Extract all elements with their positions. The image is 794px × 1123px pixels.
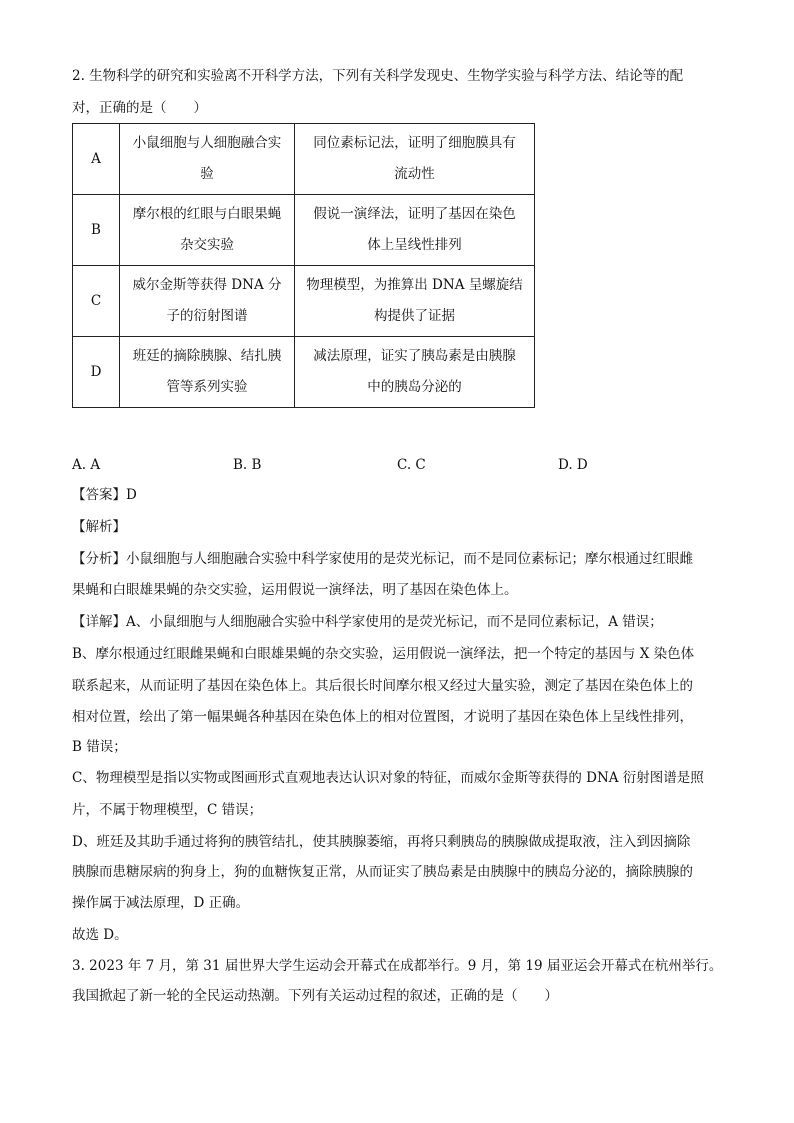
q2-stem-line2: 对，正确的是（ ） bbox=[72, 100, 207, 116]
q2-choices bbox=[72, 455, 732, 475]
detail-line: 联系起来，从而证明了基因在染色体上。其后很长时间摩尔根又经过大量实验，测定了基因在染色体上的 bbox=[72, 678, 693, 694]
choice-d: D. D bbox=[558, 457, 588, 473]
detail-line: B 错误； bbox=[72, 739, 127, 755]
detail-line: D、班廷及其助手通过将狗的胰管结扎，使其胰腺萎缩，再将只剩胰岛的胰腺做成提取液，注入到因摘除 bbox=[72, 834, 691, 850]
row-letter: C bbox=[73, 266, 120, 337]
row-experiment: 摩尔根的红眼与白眼果蝇 杂交实验 bbox=[120, 195, 295, 266]
detail-line: 片，不属于物理模型，C 错误； bbox=[72, 802, 263, 818]
detail-line: 相对位置，绘出了第一幅果蝇各种基因在染色体上的相对位置图，才说明了基因在染色体上呈线性排列， bbox=[72, 709, 693, 725]
choice-a: A. A bbox=[72, 457, 101, 473]
row-conclusion: 假说一演绎法，证明了基因在染色 体上呈线性排列 bbox=[295, 195, 535, 266]
detail-line: 胰腺而患糖尿病的狗身上，狗的血糖恢复正常，从而证实了胰岛素是由胰腺中的胰岛分泌的，摘除胰腺的 bbox=[72, 864, 693, 880]
row-letter: D bbox=[73, 337, 120, 408]
answer-line: 【答案】D bbox=[72, 487, 137, 503]
fenxi-line2: 果蝇和白眼雄果蝇的杂交实验，运用假说一演绎法，明了基因在染色体上。 bbox=[72, 582, 518, 598]
row-letter: B bbox=[73, 195, 120, 266]
detail-line: 操作属于减法原理，D 正确。 bbox=[72, 895, 250, 911]
table-row bbox=[73, 266, 535, 337]
fenxi-line1: 【分析】小鼠细胞与人细胞融合实验中科学家使用的是荧光标记，而不是同位素标记；摩尔根通过红眼雌 bbox=[72, 551, 693, 567]
detail-line: 【详解】A、小鼠细胞与人细胞融合实验中科学家使用的是荧光标记，而不是同位素标记，A 错误； bbox=[72, 614, 663, 630]
table-row bbox=[73, 195, 535, 266]
table-row bbox=[73, 124, 535, 195]
choice-b: B. B bbox=[233, 457, 262, 473]
detail-line: B、摩尔根通过红眼雌果蝇和白眼雄果蝇的杂交实验，运用假说一演绎法，把一个特定的基因与 X 染色体 bbox=[72, 646, 695, 662]
analysis-heading: 【解析】 bbox=[72, 519, 126, 535]
table-row bbox=[73, 337, 535, 408]
row-letter: A bbox=[73, 124, 120, 195]
q3-stem-line1: 3. 2023 年 7 月，第 31 届世界大学生运动会开幕式在成都举行。9 月，第 19 届亚运会开幕式在杭州举行。 bbox=[72, 958, 723, 974]
row-experiment: 威尔金斯等获得 DNA 分 子的衍射图谱 bbox=[120, 266, 295, 337]
row-experiment: 班廷的摘除胰腺、结扎胰 管等系列实验 bbox=[120, 337, 295, 408]
row-experiment: 小鼠细胞与人细胞融合实 验 bbox=[120, 124, 295, 195]
detail-line: C、物理模型是指以实物或图画形式直观地表达认识对象的特征，而威尔金斯等获得的 DNA 衍射图谱是照 bbox=[72, 770, 704, 786]
detail-line: 故选 D。 bbox=[72, 927, 128, 943]
q3-stem-line2: 我国掀起了新一轮的全民运动热潮。下列有关运动过程的叙述，正确的是（ ） bbox=[72, 988, 558, 1004]
q2-stem-line1: 2. 生物科学的研究和实验离不开科学方法，下列有关科学发现史、生物学实验与科学方法、结论等的配 bbox=[72, 68, 684, 84]
row-conclusion: 同位素标记法，证明了细胞膜具有 流动性 bbox=[295, 124, 535, 195]
q2-options-table bbox=[72, 123, 535, 408]
choice-c: C. C bbox=[397, 457, 426, 473]
row-conclusion: 减法原理，证实了胰岛素是由胰腺 中的胰岛分泌的 bbox=[295, 337, 535, 408]
row-conclusion: 物理模型，为推算出 DNA 呈螺旋结 构提供了证据 bbox=[295, 266, 535, 337]
